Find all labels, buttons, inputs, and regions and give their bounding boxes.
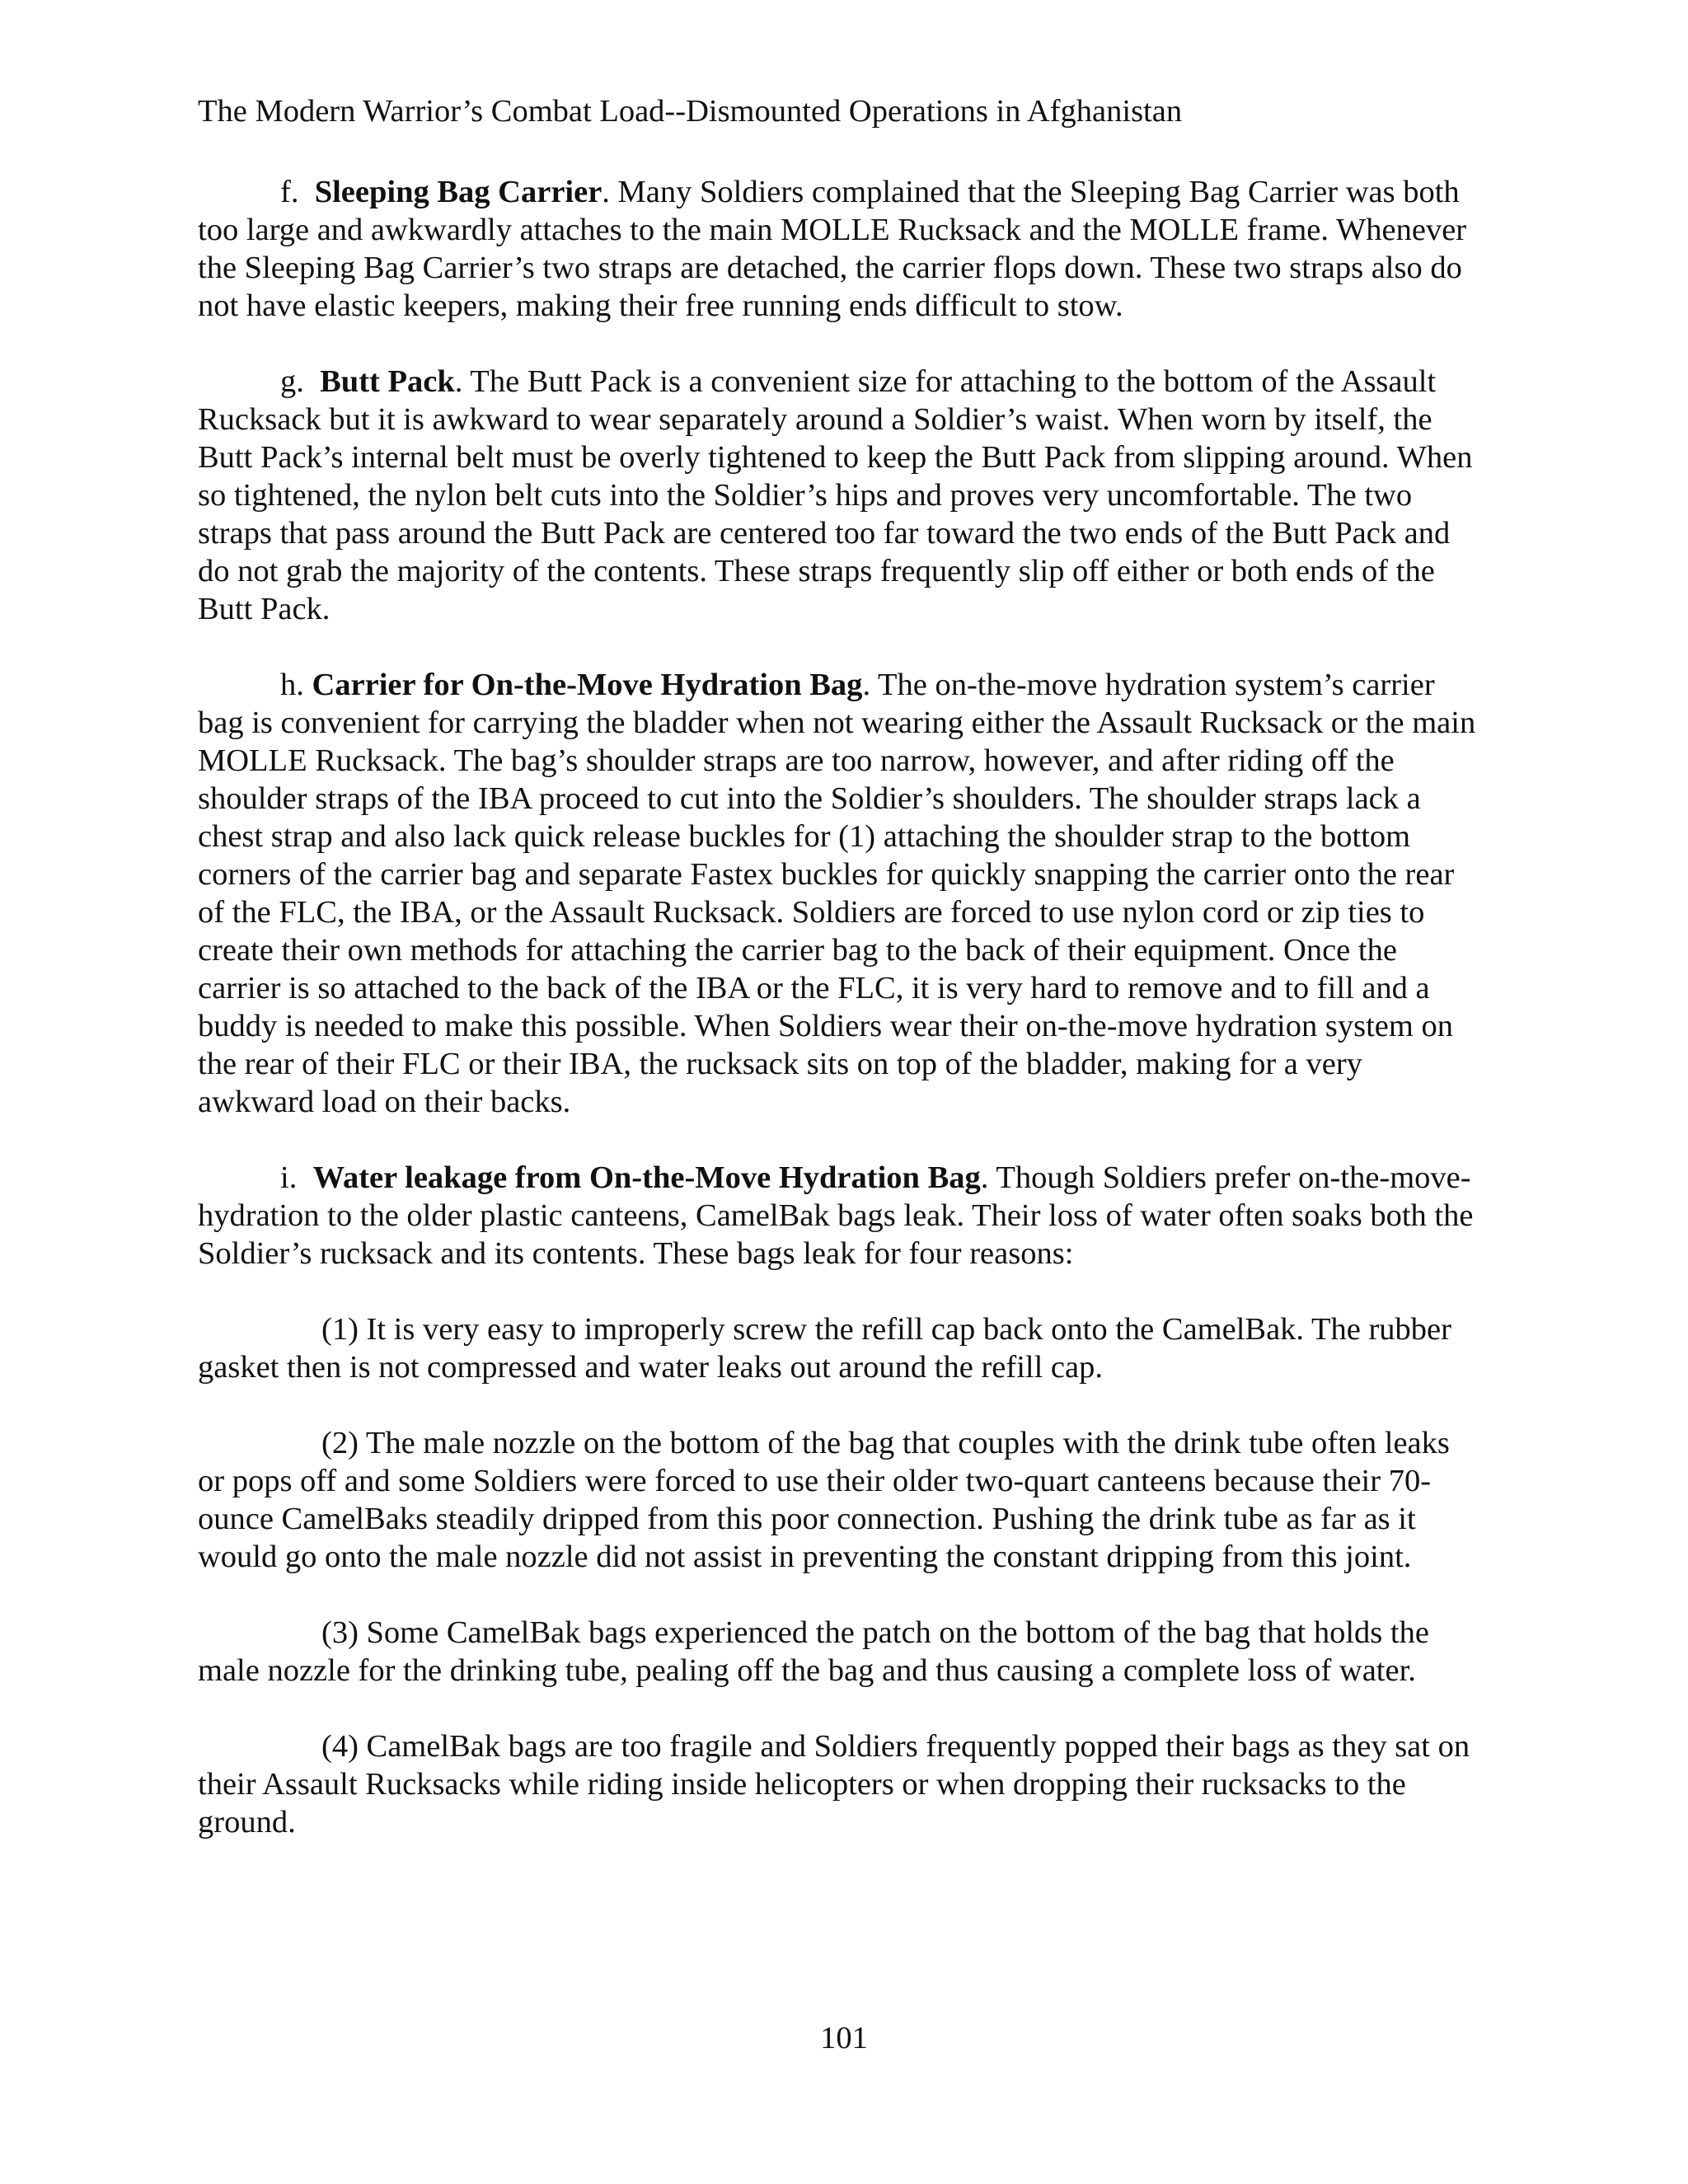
paragraph-text: . Though Soldiers prefer on-the-move-hydration to the older plastic canteens, CamelBak bags leak. Their loss of water often soaks both the Soldier’s rucksack and its contents. These bags leak for four reasons:: [198, 1160, 1474, 1271]
page-number: 101: [820, 2021, 868, 2055]
subparagraph-1: [198, 1310, 1484, 1386]
paragraph-text: . Many Soldiers complained that the Sleeping Bag Carrier was both too large and awkwardly attaches to the main MOLLE Rucksack and the MOLLE frame. Whenever the Sleeping Bag Carrier’s two straps are detached, the carrier flops down. These two straps also do not have elastic keepers, making their free running ends difficult to stow.: [198, 175, 1467, 323]
document-page: [198, 92, 1484, 1879]
subparagraph-3: [198, 1614, 1484, 1690]
subparagraph-2: [198, 1424, 1484, 1576]
running-header: The Modern Warrior’s Combat Load--Dismounted Operations in Afghanistan: [198, 94, 1183, 129]
paragraph-text: . The on-the-move hydration system’s carrier bag is convenient for carrying the bladder when not wearing either the Assault Rucksack or the main MOLLE Rucksack. The bag’s shoulder straps are too narrow, however, and after riding off the shoulder straps of the IBA proceed to cut into the Soldier’s shoulders. The shoulder straps lack a chest strap and also lack quick release buckles for (1) attaching the shoulder strap to the bottom corners of the carrier bag and separate Fastex buckles for quickly snapping the carrier onto the rear of the FLC, the IBA, or the Assault Rucksack. Soldiers are forced to use nylon cord or zip ties to create their own methods for attaching the carrier bag to the back of their equipment. Once the carrier is so attached to the back of the IBA or the FLC, it is very hard to remove and to fill and a buddy is needed to make this possible. When Soldiers wear their on-the-move hydration system on the rear of their FLC or their IBA, the rucksack sits on top of the bladder, making for a very awkward load on their backs.: [198, 668, 1476, 1119]
paragraph-heading: Butt Pack: [320, 364, 455, 399]
paragraph-h: [198, 666, 1484, 1121]
subparagraph-4: [198, 1727, 1484, 1841]
paragraph-label: i.: [280, 1160, 298, 1195]
paragraph-label: h.: [280, 668, 304, 702]
paragraph-heading: Carrier for On-the-Move Hydration Bag: [312, 668, 863, 702]
subparagraph-text: (3) Some CamelBak bags experienced the patch on the bottom of the bag that holds the male nozzle for the drinking tube, pealing off the bag and thus causing a complete loss of water.: [198, 1615, 1429, 1688]
subparagraph-text: (4) CamelBak bags are too fragile and Soldiers frequently popped their bags as they sat on their Assault Rucksacks while riding inside helicopters or when dropping their rucksacks to the ground.: [198, 1729, 1470, 1840]
paragraph-heading: Sleeping Bag Carrier: [314, 175, 603, 209]
paragraph-g: [198, 363, 1484, 628]
subparagraph-text: (1) It is very easy to improperly screw the refill cap back onto the CamelBak. The rubber gasket then is not compressed and water leaks out around the refill cap.: [198, 1312, 1451, 1385]
paragraph-label: f.: [280, 175, 299, 209]
paragraph-text: . The Butt Pack is a convenient size for attaching to the bottom of the Assault Rucksack but it is awkward to wear separately around a Soldier’s waist. When worn by itself, the Butt Pack’s internal belt must be overly tightened to keep the Butt Pack from slipping around. When so tightened, the nylon belt cuts into the Soldier’s hips and proves very uncomfortable. The two straps that pass around the Butt Pack are centered too far toward the two ends of the Butt Pack and do not grab the majority of the contents. These straps frequently slip off either or both ends of the Butt Pack.: [198, 364, 1473, 626]
subparagraph-text: (2) The male nozzle on the bottom of the bag that couples with the drink tube often leaks or pops off and some Soldiers were forced to use their older two-quart canteens because their 70-ounce CamelBaks steadily dripped from this poor connection. Pushing the drink tube as far as it would go onto the male nozzle did not assist in preventing the constant dripping from this joint.: [198, 1426, 1450, 1574]
paragraph-i: [198, 1159, 1484, 1272]
paragraph-label: g.: [280, 364, 304, 399]
paragraph-heading: Water leakage from On-the-Move Hydration Bag: [312, 1160, 981, 1195]
paragraph-f: [198, 173, 1484, 325]
